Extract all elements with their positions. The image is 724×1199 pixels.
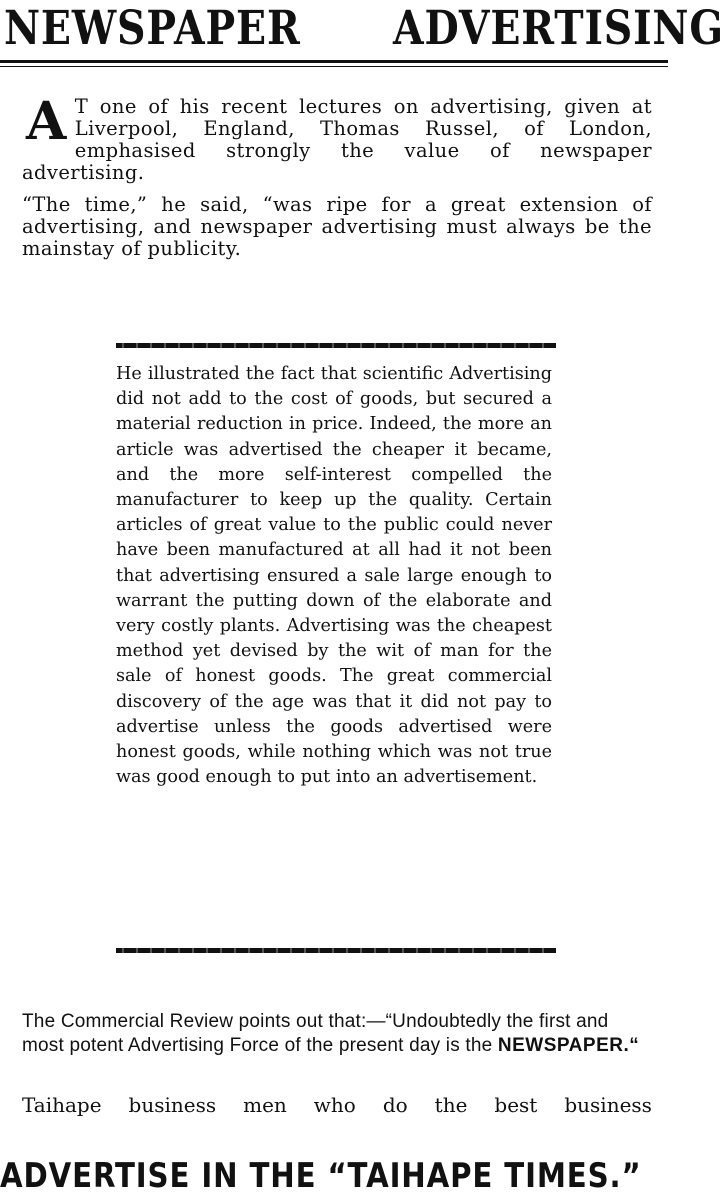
business-word: do bbox=[382, 1093, 408, 1117]
intro-section bbox=[22, 91, 652, 268]
intro-paragraph-2: “The time,” he said, “was ripe for a great extension of advertising, and newspaper advertising must always be the mainstay of publicity. bbox=[22, 193, 652, 260]
box-bottom-rule bbox=[116, 948, 556, 953]
review-text: The Commercial Review points out that:—“Undoubtedly the first and most potent Advertising Force of the present day is the bbox=[22, 1011, 609, 1056]
footer-slogan: ADVERTISE IN THE “TAIHAPE TIMES.” bbox=[0, 1156, 642, 1196]
intro-paragraph-1: T one of his recent lectures on advertising, given at Liverpool, England, Thomas Russel, of London, emphasised strongly the value of newspaper advertising. bbox=[22, 95, 652, 184]
review-emphasis: NEWSPAPER.“ bbox=[497, 1035, 640, 1056]
headline bbox=[4, 0, 724, 56]
commercial-review-quote bbox=[22, 1010, 652, 1058]
headline-word-newspaper: NEWSPAPER bbox=[4, 0, 301, 56]
business-word: business bbox=[564, 1093, 652, 1117]
box-top-rule bbox=[116, 343, 556, 348]
headline-rule-thick bbox=[0, 60, 668, 63]
business-word: who bbox=[313, 1093, 356, 1117]
headline-rule-thin bbox=[0, 66, 668, 67]
business-word: business bbox=[128, 1093, 217, 1117]
boxed-article-text: He illustrated the fact that scientific Advertising did not add to the cost of goods, but secured a material reduction in price. Indeed, the more an article was advertised the cheaper it became, and the more self-interest compelled the manufacturer to keep up the quality. Certain articles of great value to the public could never have been manufactured at all had it not been that advertising ensured a sale large enough to warrant the putting down of the elaborate and very costly plants. Advertising was the cheapest method yet devised by the wit of man for the sale of honest goods. The great commercial discovery of the age was that it did not pay to advertise unless the goods advertised were honest goods, while nothing which was not true was good enough to put into an advertisement. bbox=[116, 364, 552, 788]
business-word: best bbox=[494, 1093, 538, 1117]
business-line bbox=[22, 1093, 652, 1117]
headline-word-advertising: ADVERTISING bbox=[393, 0, 724, 56]
business-word: Taihape bbox=[22, 1093, 102, 1117]
business-word: men bbox=[243, 1093, 287, 1117]
drop-cap: A bbox=[26, 91, 67, 152]
business-word: the bbox=[434, 1093, 468, 1117]
